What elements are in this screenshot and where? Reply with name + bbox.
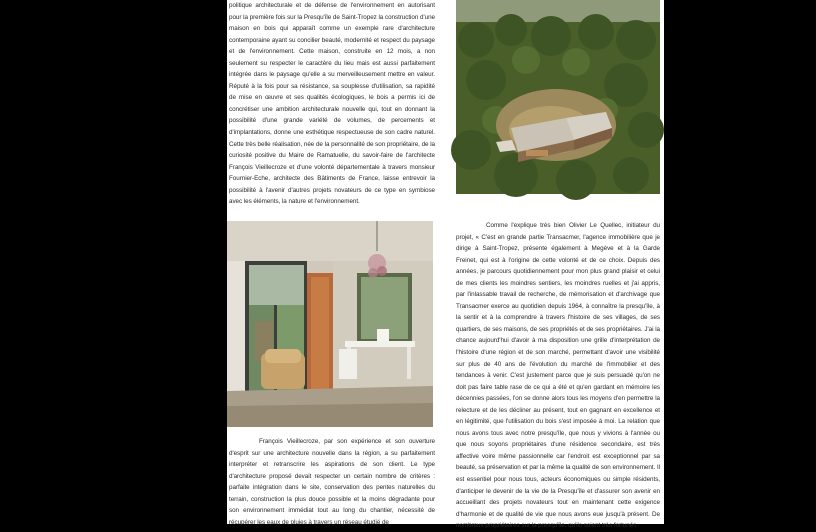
paragraph: François Vieillecroze, par son expérience et son ouverture d'esprit sur une architecture nouvelle dans la région, a su parfaitement interpréter et retranscrire les aspirations de son client. Le type d'architecture proposé devait respecter un certain nombre de critères : parfaite intégration dans le site, conservation des pentes naturelles du terrain, construction la plus douce possible et la moins dégradante pour son environnement immédiat tout au long du chantier, nécessité de récupérer les eaux de pluies à travers un réseau étudié de	[229, 438, 435, 526]
aerial-photo-graphic	[456, 0, 660, 194]
interior-photo-graphic	[227, 221, 433, 427]
text-column-bottom-left	[229, 436, 435, 524]
magazine-page	[227, 0, 664, 530]
aerial-house-photo	[456, 0, 660, 194]
paragraph: politique architecturale et de défense de l'environnement en autorisant pour la première fois sur la Presqu'île de Saint-Tropez la construction d'une maison en bois qui apparaît comme un exemple rare d'architecture contemporaine ayant su concilier beauté, modernité et respect du paysage et de l'environnement. Cette maison, construite en 12 mois, a non seulement su respecter le caractère du lieu mais est aussi parfaitement intégrée dans le paysage qu'elle a su merveilleusement mettre en valeur. Réputé à la fois pour sa résistance, sa souplesse d'utilisation, sa rapidité de mise en œuvre et ses qualités écologiques, le bois a permis ici de concrétiser une ambition architecturale nouvelle qui, tout en donnant la possibilité d'une grande variété de volumes, de percements et d'implantations, donne une esthétique respectueuse de son cadre naturel. Cette très belle réalisation, née de la personnalité de son propriétaire, de la curiosité positive du Maire de Ramatuelle, du savoir-faire de l'architecte François Vieillecroze et d'une volonté départementale à travers monsieur Fournier-Eche, architecte des Bâtiments de France, laisse entrevoir la possibilité à l'avenir d'autres projets novateurs de ce type en symbiose avec les éléments, la nature et l'environnement.	[229, 2, 435, 206]
text-column-top-left	[229, 0, 435, 210]
interior-photo	[227, 221, 433, 427]
text-column-right	[456, 220, 660, 530]
paragraph: Comme l'explique très bien Olivier Le Quellec, initiateur du projet, « C'est en grande partie Transacmer, l'agence immobilière que je dirige à Saint-Tropez, présente également à Megève et à la Garde Freinet, qui est à l'origine de cette volonté et de ce choix. Depuis des années, je parcours quotidiennement pour mon plus grand plaisir et celui de mes clients les moindres sentiers, les moindres ruelles et j'ai appris, par l'inlassable travail de recherche, de mémorisation et d'archivage que Transacmer exerce au quotidien depuis 1964, à connaître la presqu'île, à la sentir et à la comprendre à travers l'histoire de ses villages, de ses quartiers, de ses maisons, de ses propriétés et de ses propriétaires. J'ai la chance aujourd'hui d'avoir à ma disposition une grille d'interprétation de l'histoire d'une région et de son marché, permettant d'avoir une visibilité sur plus de 40 ans de l'évolution du marché de l'immobilier et des tendances à venir. C'est justement parce que je suis persuadé qu'on ne doit pas faire table rase de ce qui a été et qu'en gardant en mémoire les décennies passées, l'on se donne alors tous les moyens d'en permettre la relecture et de les décliner au présent, tout en gagnant en excellence et en légitimité, que l'utilisation du bois s'est imposée à moi. La relation que nous avons tous avec notre presqu'île, que nous y vivions à l'année ou que nous soyons propriétaires d'une résidence secondaire, est très affective voire même passionnelle car l'endroit est exceptionnel par sa beauté, sa préservation et par la même la qualité de son environnement. Il est essentiel pour nous tous, acteurs économiques ou simple résidents, d'anticiper le devenir de la vie de la Presqu'île et d'assurer son avenir en accueillant des projets novateurs tout en maintenant cette exigence d'harmonie et de qualité de vie que nous avons eue jusqu'à présent. De nombreux propriétaires sur la presqu'île, qu'ils soient très fortunés	[456, 222, 660, 530]
